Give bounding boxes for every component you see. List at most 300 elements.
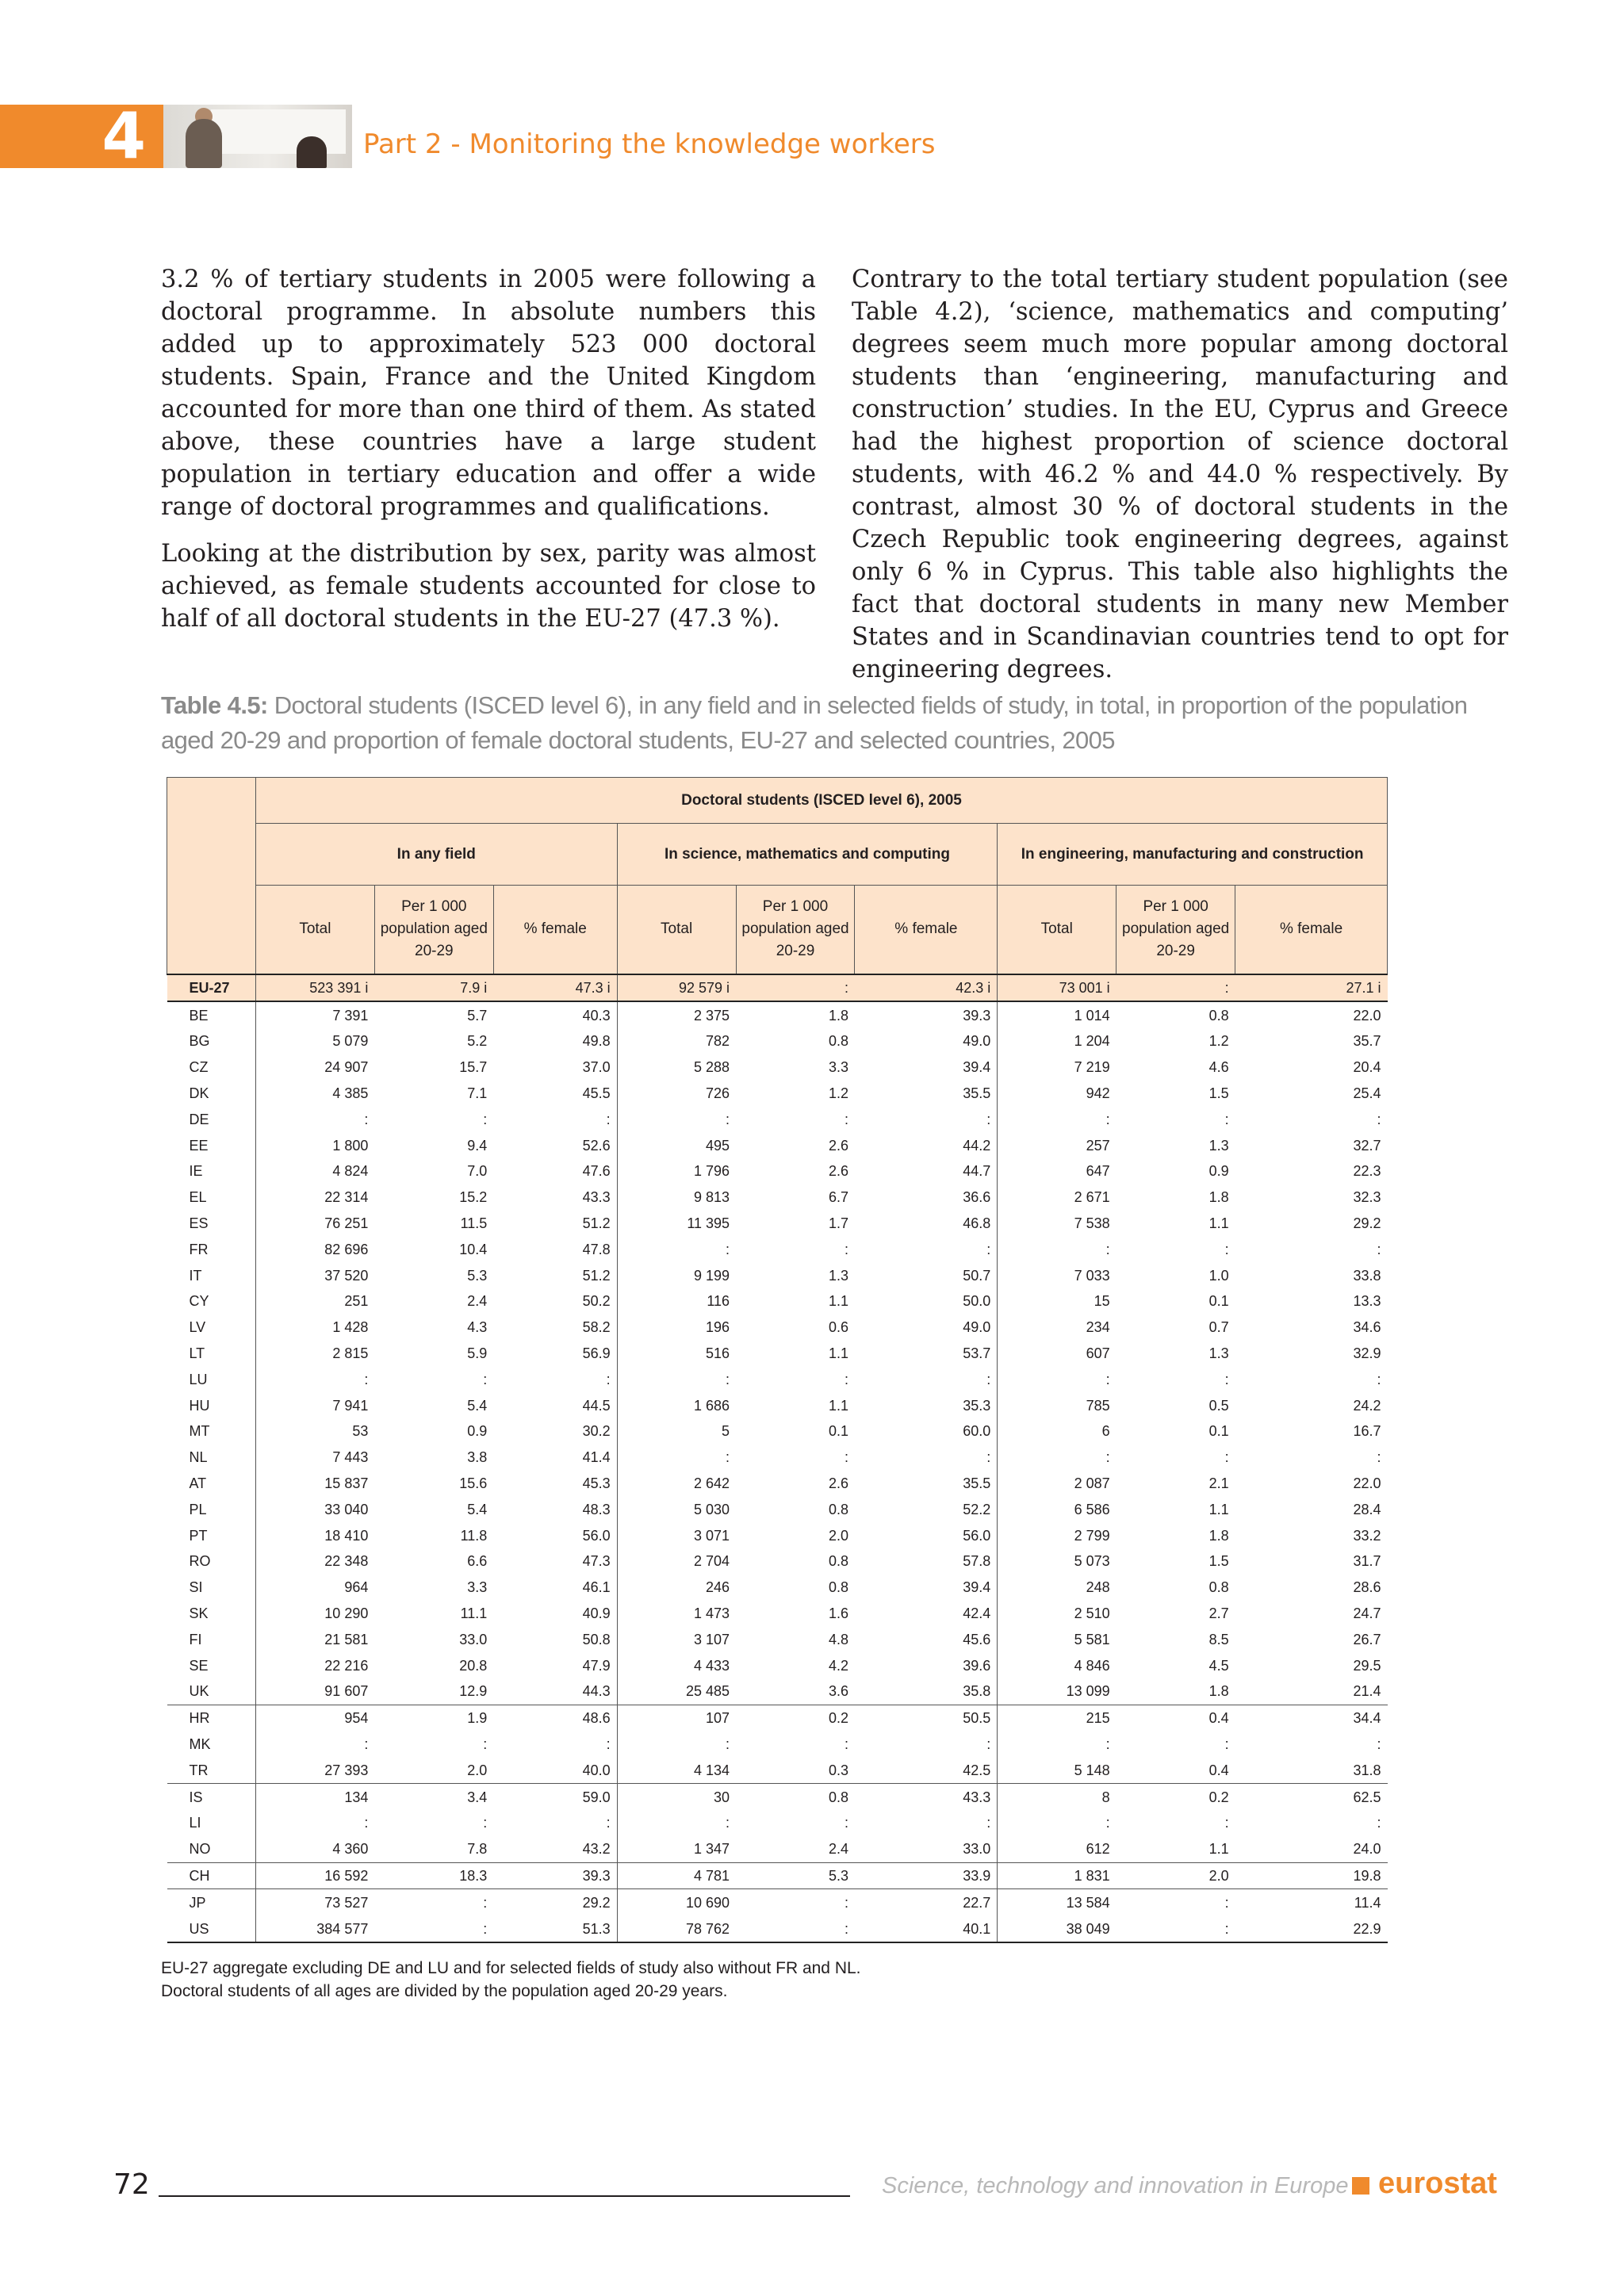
value-cell: 29.5	[1353, 1657, 1381, 1674]
value-cell: 22.0	[1353, 1475, 1381, 1492]
value-cell: 60.0	[963, 1423, 991, 1440]
value-cell: 37.0	[582, 1059, 611, 1076]
value-cell: 42.4	[963, 1605, 991, 1622]
value-cell: 32.9	[1353, 1345, 1381, 1362]
value-cell: 50.5	[855, 1705, 998, 1731]
value-cell: 44.5	[582, 1397, 611, 1414]
table-row	[167, 1341, 1388, 1367]
value-cell: 27 393	[255, 1757, 374, 1783]
value-cell: 76 251	[255, 1211, 374, 1237]
value-cell: 33.0	[963, 1841, 991, 1858]
value-cell: 24.0	[1353, 1841, 1381, 1858]
country-code-cell: SK	[189, 1605, 209, 1622]
value-cell: 7 219	[998, 1054, 1116, 1081]
value-cell: :	[736, 974, 855, 1002]
value-cell: 0.2	[1116, 1784, 1235, 1810]
value-cell: 196	[617, 1314, 736, 1341]
value-cell: 39.3	[493, 1862, 617, 1889]
value-cell: 20.8	[459, 1657, 488, 1674]
value-cell: :	[1224, 1449, 1229, 1466]
value-cell: 26.7	[1353, 1631, 1381, 1647]
value-cell: :	[1377, 1736, 1381, 1752]
value-cell: :	[606, 1111, 611, 1127]
value-cell: 215	[998, 1705, 1116, 1731]
value-cell: 2.4	[467, 1293, 488, 1310]
value-cell: :	[998, 1732, 1116, 1758]
value-cell: :	[1116, 974, 1235, 1002]
table-row	[167, 1836, 1388, 1862]
value-cell: 6.7	[828, 1189, 848, 1206]
table-row	[167, 1522, 1388, 1548]
value-cell: 4 824	[255, 1158, 374, 1184]
table-row	[167, 1184, 1388, 1211]
country-code-cell: ES	[189, 1215, 209, 1232]
value-cell: 1.8	[1208, 1683, 1229, 1700]
value-cell: :	[374, 1889, 493, 1915]
value-cell: 19.8	[1235, 1862, 1388, 1889]
value-cell: :	[617, 1106, 736, 1132]
value-cell: 1.3	[1208, 1345, 1229, 1362]
value-cell: 5.2	[467, 1033, 488, 1050]
value-cell: 11.1	[460, 1605, 488, 1622]
value-cell: 942	[998, 1081, 1116, 1107]
value-cell: 13.3	[1353, 1293, 1381, 1310]
value-cell: 20.4	[1353, 1059, 1381, 1076]
col-header-per1000: Per 1 000 population aged 20-29	[374, 886, 493, 974]
value-cell: 6 586	[998, 1496, 1116, 1522]
value-cell: 62.5	[1235, 1784, 1388, 1810]
value-cell: 7 443	[255, 1445, 374, 1471]
group-header-science: In science, mathematics and computing	[617, 824, 998, 886]
value-cell: 2 815	[255, 1341, 374, 1367]
left-column-text	[161, 263, 816, 649]
value-cell: :	[1116, 1915, 1235, 1942]
value-cell: 5 030	[617, 1496, 736, 1522]
value-cell: 1.1	[1208, 1501, 1229, 1517]
value-cell: 33.0	[459, 1631, 488, 1647]
student-illustration	[297, 136, 327, 168]
value-cell: 40.1	[855, 1915, 998, 1942]
value-cell: 15	[998, 1288, 1116, 1314]
value-cell: :	[1377, 1371, 1381, 1387]
value-cell: 2.6	[828, 1137, 848, 1154]
value-cell: 0.8	[736, 1784, 855, 1810]
value-cell: 234	[998, 1314, 1116, 1341]
value-cell: 42.5	[963, 1762, 991, 1778]
value-cell: 1.8	[1208, 1189, 1229, 1206]
value-cell: 7 033	[998, 1262, 1116, 1288]
value-cell: 10 290	[255, 1601, 374, 1627]
country-code-cell: SE	[189, 1657, 209, 1674]
value-cell: 647	[998, 1158, 1116, 1184]
chapter-title: Part 2 - Monitoring the knowledge workers	[363, 128, 936, 160]
table-row	[167, 1705, 1388, 1731]
value-cell: 21.4	[1353, 1683, 1381, 1700]
value-cell: :	[998, 1810, 1116, 1836]
table-caption	[161, 688, 1509, 758]
table-row	[167, 1757, 1388, 1783]
value-cell: 50.2	[582, 1293, 611, 1310]
value-cell: :	[255, 1106, 374, 1132]
table-notes	[161, 1957, 1430, 2003]
value-cell: 523 391 i	[255, 974, 374, 1002]
col-header-per1000: Per 1 000 population aged 20-29	[1116, 886, 1235, 974]
value-cell: 22.7	[855, 1889, 998, 1915]
value-cell: 2 671	[998, 1184, 1116, 1211]
right-column-text	[852, 263, 1508, 700]
value-cell: 31.7	[1353, 1553, 1381, 1570]
value-cell: 7.0	[467, 1163, 488, 1180]
value-cell: 1 014	[998, 1001, 1116, 1028]
value-cell: 78 762	[617, 1915, 736, 1942]
value-cell: :	[483, 1371, 488, 1387]
value-cell: 1.1	[828, 1345, 848, 1362]
value-cell: :	[617, 1445, 736, 1471]
value-cell: 56.0	[582, 1527, 611, 1544]
value-cell: 1 204	[998, 1028, 1116, 1054]
value-cell: 5.7	[467, 1007, 488, 1024]
value-cell: 40.0	[582, 1762, 611, 1778]
value-cell: 11 395	[617, 1211, 736, 1237]
value-cell: 7 941	[255, 1392, 374, 1418]
logo-square-icon	[1352, 2177, 1369, 2195]
eurostat-logo: eurostat	[1378, 2167, 1497, 2200]
value-cell: :	[844, 1815, 848, 1831]
value-cell: 0.1	[1208, 1293, 1229, 1310]
group-header-any-field: In any field	[255, 824, 617, 886]
col-header-female: % female	[493, 886, 617, 974]
value-cell: :	[483, 1815, 488, 1831]
value-cell: 39.6	[963, 1657, 991, 1674]
value-cell: 48.6	[493, 1705, 617, 1731]
value-cell: :	[998, 1236, 1116, 1262]
value-cell: 73 527	[255, 1889, 374, 1915]
value-cell: :	[736, 1915, 855, 1942]
country-code-cell: PT	[189, 1527, 208, 1544]
value-cell: 2.0	[467, 1762, 488, 1778]
country-code-cell: IE	[189, 1163, 203, 1180]
value-cell: 0.1	[1208, 1423, 1229, 1440]
value-cell: 7.1	[467, 1085, 488, 1102]
value-cell: 35.3	[963, 1397, 991, 1414]
value-cell: 52.6	[582, 1137, 611, 1154]
value-cell: 33.8	[1353, 1267, 1381, 1284]
value-cell: 1.0	[1208, 1267, 1229, 1284]
value-cell: 248	[998, 1575, 1116, 1601]
value-cell: 1.2	[828, 1085, 848, 1102]
value-cell: 49.8	[582, 1033, 611, 1050]
value-cell: 5 288	[617, 1054, 736, 1081]
value-cell: 134	[255, 1784, 374, 1810]
value-cell: 22 216	[255, 1652, 374, 1678]
value-cell: :	[986, 1111, 991, 1127]
value-cell: 45.3	[582, 1475, 611, 1492]
value-cell: 15.7	[459, 1059, 488, 1076]
table-caption-text: Doctoral students (ISCED level 6), in any field and in selected fields of study, in total, in proportion of the population aged 20-29 and proportion of female doctoral students, EU-27 and selected countries, 2005	[161, 691, 1468, 754]
value-cell: 1 796	[617, 1158, 736, 1184]
value-cell: 10.4	[459, 1241, 488, 1257]
value-cell: 785	[998, 1392, 1116, 1418]
value-cell: :	[255, 1810, 374, 1836]
value-cell: 39.4	[963, 1579, 991, 1596]
value-cell: 56.9	[582, 1345, 611, 1362]
doctoral-students-table	[167, 777, 1388, 1943]
value-cell: 0.8	[828, 1579, 848, 1596]
value-cell: :	[1377, 1241, 1381, 1257]
value-cell: 29.2	[493, 1889, 617, 1915]
value-cell: 22.9	[1235, 1915, 1388, 1942]
value-cell: 51.3	[493, 1915, 617, 1942]
value-cell: 1 347	[617, 1836, 736, 1862]
value-cell: 35.8	[963, 1683, 991, 1700]
value-cell: 4.2	[828, 1657, 848, 1674]
country-code-cell: BE	[189, 1007, 209, 1024]
table-top-header: Doctoral students (ISCED level 6), 2005	[255, 778, 1387, 824]
value-cell: 56.0	[963, 1527, 991, 1544]
group-header-engineering: In engineering, manufacturing and construction	[998, 824, 1388, 886]
chapter-photo	[163, 105, 352, 168]
country-code-cell: US	[167, 1915, 256, 1942]
value-cell: 10 690	[617, 1889, 736, 1915]
value-cell: 0.6	[828, 1319, 848, 1336]
value-cell: 116	[617, 1288, 736, 1314]
value-cell: :	[617, 1366, 736, 1392]
value-cell: 246	[617, 1575, 736, 1601]
value-cell: 22.3	[1353, 1163, 1381, 1180]
value-cell: 32.7	[1353, 1137, 1381, 1154]
value-cell: 82 696	[255, 1236, 374, 1262]
value-cell: :	[844, 1111, 848, 1127]
value-cell: 43.3	[582, 1189, 611, 1206]
value-cell: 44.3	[582, 1683, 611, 1700]
value-cell: :	[1377, 1111, 1381, 1127]
country-code-cell: MT	[189, 1423, 210, 1440]
value-cell: :	[606, 1371, 611, 1387]
country-code-cell: IT	[189, 1267, 202, 1284]
value-cell: 1.9	[374, 1705, 493, 1731]
value-cell: 3.3	[467, 1579, 488, 1596]
value-cell: 25.4	[1353, 1085, 1381, 1102]
value-cell: 5 148	[998, 1757, 1116, 1783]
publication-title: Science, technology and innovation in Europe	[882, 2173, 1349, 2198]
table-row	[167, 1575, 1388, 1601]
table-row	[167, 1889, 1388, 1915]
table-row	[167, 1158, 1388, 1184]
value-cell: :	[1224, 1736, 1229, 1752]
table-caption-label: Table 4.5:	[161, 691, 268, 719]
table-row	[167, 1471, 1388, 1497]
value-cell: 2 642	[617, 1471, 736, 1497]
col-header-per1000: Per 1 000 population aged 20-29	[736, 886, 855, 974]
value-cell: 4 385	[255, 1081, 374, 1107]
country-code-cell: IS	[167, 1784, 256, 1810]
value-cell: :	[1224, 1111, 1229, 1127]
value-cell: :	[986, 1449, 991, 1466]
value-cell: 7.9 i	[374, 974, 493, 1002]
value-cell: 92 579 i	[617, 974, 736, 1002]
value-cell: 8	[998, 1784, 1116, 1810]
value-cell: :	[1377, 1449, 1381, 1466]
col-header-female: % female	[855, 886, 998, 974]
value-cell: 1.7	[828, 1215, 848, 1232]
value-cell: 3.8	[467, 1449, 488, 1466]
value-cell: :	[1224, 1815, 1229, 1831]
table-row	[167, 974, 1388, 1002]
value-cell: 44.2	[963, 1137, 991, 1154]
country-code-cell: CH	[167, 1862, 256, 1889]
country-code-cell: LU	[189, 1371, 208, 1387]
value-cell: 0.9	[1208, 1163, 1229, 1180]
value-cell: :	[255, 1732, 374, 1758]
value-cell: :	[617, 1236, 736, 1262]
value-cell: 516	[617, 1341, 736, 1367]
country-code-cell: DE	[189, 1111, 209, 1127]
table-row	[167, 1314, 1388, 1341]
table-body	[167, 974, 1388, 1942]
country-code-cell: JP	[167, 1889, 256, 1915]
value-cell: 0.7	[1208, 1319, 1229, 1336]
value-cell: 24.2	[1353, 1397, 1381, 1414]
value-cell: 41.4	[582, 1449, 611, 1466]
value-cell: 73 001 i	[998, 974, 1116, 1002]
value-cell: 24 907	[255, 1054, 374, 1081]
table-row	[167, 1418, 1388, 1445]
value-cell: 47.3	[582, 1553, 611, 1570]
table-row	[167, 1732, 1388, 1758]
value-cell: 7.8	[467, 1841, 488, 1858]
value-cell: 33.2	[1353, 1527, 1381, 1544]
value-cell: 53.7	[963, 1345, 991, 1362]
value-cell: 2.0	[1116, 1862, 1235, 1889]
value-cell: 39.3	[963, 1007, 991, 1024]
value-cell: 44.7	[963, 1163, 991, 1180]
country-code-cell: BG	[189, 1033, 210, 1050]
value-cell: 2.6	[828, 1475, 848, 1492]
value-cell: 24.7	[1353, 1605, 1381, 1622]
value-cell: :	[483, 1736, 488, 1752]
value-cell: :	[617, 1732, 736, 1758]
value-cell: :	[374, 1915, 493, 1942]
value-cell: 612	[998, 1836, 1116, 1862]
value-cell: :	[998, 1366, 1116, 1392]
value-cell: 1 800	[255, 1132, 374, 1158]
value-cell: :	[844, 1736, 848, 1752]
value-cell: 2 087	[998, 1471, 1116, 1497]
value-cell: 9 813	[617, 1184, 736, 1211]
country-code-cell: CY	[189, 1293, 209, 1310]
value-cell: 0.8	[828, 1553, 848, 1570]
value-cell: 7 391	[255, 1001, 374, 1028]
value-cell: 1.6	[828, 1605, 848, 1622]
value-cell: 51.2	[582, 1215, 611, 1232]
country-code-cell: TR	[189, 1762, 209, 1778]
value-cell: 5 581	[998, 1626, 1116, 1652]
value-cell: 964	[255, 1575, 374, 1601]
value-cell: 43.3	[855, 1784, 998, 1810]
value-cell: 16 592	[255, 1862, 374, 1889]
table-note: Doctoral students of all ages are divided by the population aged 20-29 years.	[161, 1982, 728, 2000]
page-number: 72	[113, 2168, 150, 2201]
value-cell: :	[1224, 1241, 1229, 1257]
value-cell: 11.4	[1235, 1889, 1388, 1915]
value-cell: 16.7	[1353, 1423, 1381, 1440]
value-cell: 18.3	[374, 1862, 493, 1889]
value-cell: :	[998, 1445, 1116, 1471]
value-cell: 9 199	[617, 1262, 736, 1288]
value-cell: 35.7	[1353, 1033, 1381, 1050]
country-code-cell: SI	[189, 1579, 203, 1596]
value-cell: 4 134	[617, 1757, 736, 1783]
value-cell: 5.3	[467, 1267, 488, 1284]
value-cell: 38 049	[998, 1915, 1116, 1942]
table-row	[167, 1626, 1388, 1652]
value-cell: 35.5	[963, 1475, 991, 1492]
value-cell: 2 704	[617, 1548, 736, 1575]
value-cell: 28.4	[1353, 1501, 1381, 1517]
value-cell: 40.3	[582, 1007, 611, 1024]
value-cell: 57.8	[963, 1553, 991, 1570]
value-cell: 33 040	[255, 1496, 374, 1522]
value-cell: 1.8	[1208, 1527, 1229, 1544]
value-cell: :	[998, 1106, 1116, 1132]
value-cell: 13 584	[998, 1889, 1116, 1915]
value-cell: 1.1	[828, 1397, 848, 1414]
value-cell: 726	[617, 1081, 736, 1107]
country-code-cell: PL	[189, 1501, 207, 1517]
value-cell: 1 831	[998, 1862, 1116, 1889]
country-code-cell: LT	[189, 1345, 205, 1362]
value-cell: 48.3	[582, 1501, 611, 1517]
table-row	[167, 1678, 1388, 1705]
table-row	[167, 1288, 1388, 1314]
country-code-cell: HU	[189, 1397, 210, 1414]
value-cell: 1.1	[828, 1293, 848, 1310]
table-row	[167, 1810, 1388, 1836]
country-code-cell: NL	[189, 1449, 208, 1466]
paragraph: 3.2 % of tertiary students in 2005 were following a doctoral programme. In absolute numbers this added up to approximately 523 000 doctoral students. Spain, France and the United Kingdom accounted for more than one third of them. As stated above, these countries have a large student population in tertiary education and offer a wide range of doctoral programmes and qualifications.	[161, 266, 816, 521]
value-cell: 0.8	[1208, 1007, 1229, 1024]
value-cell: 13 099	[998, 1678, 1116, 1705]
value-cell: 1 428	[255, 1314, 374, 1341]
value-cell: 22 348	[255, 1548, 374, 1575]
table-row	[167, 1445, 1388, 1471]
value-cell: :	[1224, 1371, 1229, 1387]
value-cell: 2.6	[828, 1163, 848, 1180]
value-cell: 1.3	[828, 1267, 848, 1284]
value-cell: 0.5	[1208, 1397, 1229, 1414]
value-cell: :	[986, 1371, 991, 1387]
value-cell: 5 073	[998, 1548, 1116, 1575]
value-cell: 0.8	[828, 1501, 848, 1517]
value-cell: 35.5	[963, 1085, 991, 1102]
value-cell: :	[986, 1241, 991, 1257]
col-header-total: Total	[998, 886, 1116, 974]
country-code-cell: UK	[189, 1683, 209, 1700]
country-code-cell: LV	[189, 1319, 206, 1336]
col-header-female: % female	[1235, 886, 1388, 974]
value-cell: 2.4	[828, 1841, 848, 1858]
value-cell: 91 607	[255, 1678, 374, 1705]
value-cell: 3 107	[617, 1626, 736, 1652]
value-cell: 1.8	[828, 1007, 848, 1024]
value-cell: 0.2	[736, 1705, 855, 1731]
value-cell: :	[606, 1736, 611, 1752]
col-header-total: Total	[255, 886, 374, 974]
table-row	[167, 1028, 1388, 1054]
value-cell: 1 473	[617, 1601, 736, 1627]
value-cell: 25 485	[617, 1678, 736, 1705]
value-cell: 45.6	[963, 1631, 991, 1647]
